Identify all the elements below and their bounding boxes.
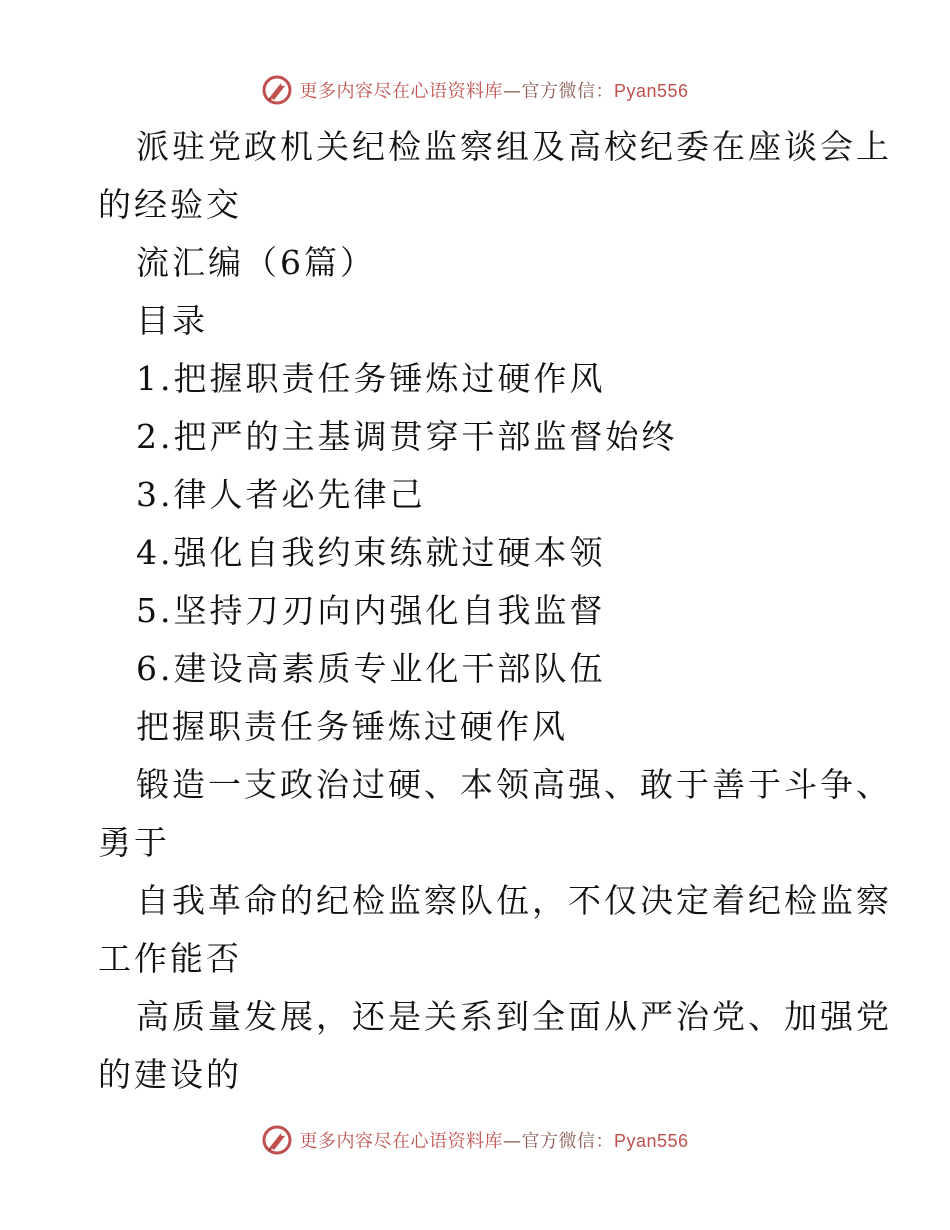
pen-seal-icon: [261, 74, 293, 106]
watermark-official-label: 官方微信：: [521, 1131, 614, 1152]
paragraph-line: 高质量发展，还是关系到全面从严治党、加强党: [136, 997, 892, 1036]
watermark-text: [299, 1127, 688, 1153]
watermark-wechat-id: Pyan556: [613, 1131, 689, 1151]
paragraph-line: 工作能否: [98, 939, 242, 978]
watermark-dash: —: [502, 1131, 522, 1152]
paragraph-line: 锻造一支政治过硬、本领高强、敢于善于斗争、: [136, 765, 892, 804]
doc-line: 流汇编（6篇）: [136, 243, 376, 282]
footer-watermark-banner: [0, 1120, 950, 1160]
toc-item: 6.建设高素质专业化干部队伍: [136, 649, 606, 688]
watermark-brand: 更多内容尽在心语资料库: [299, 1131, 503, 1152]
section-heading: 把握职责任务锤炼过硬作风: [136, 707, 568, 746]
toc-item: 5.坚持刀刃向内强化自我监督: [136, 591, 606, 630]
toc-item: 4.强化自我约束练就过硬本领: [136, 533, 606, 572]
doc-line: 派驻党政机关纪检监察组及高校纪委在座谈会上: [136, 127, 892, 166]
doc-line: 的经验交: [98, 185, 242, 224]
paragraph-line: 的建设的: [98, 1055, 242, 1094]
pen-seal-icon: [261, 1124, 293, 1156]
toc-item: 2.把严的主基调贯穿干部监督始终: [136, 417, 678, 456]
toc-heading: 目录: [136, 301, 208, 340]
paragraph-line: 勇于: [98, 823, 170, 862]
watermark-official-label: 官方微信：: [521, 81, 614, 102]
watermark-wechat-id: Pyan556: [613, 81, 689, 101]
watermark-brand: 更多内容尽在心语资料库: [299, 81, 503, 102]
document-body: [98, 118, 892, 1104]
toc-item: 3.律人者必先律己: [136, 475, 426, 514]
paragraph-line: 自我革命的纪检监察队伍，不仅决定着纪检监察: [136, 881, 892, 920]
toc-item: 1.把握职责任务锤炼过硬作风: [136, 359, 606, 398]
watermark-dash: —: [502, 81, 522, 102]
header-watermark-banner: [0, 70, 950, 110]
watermark-text: [299, 77, 688, 103]
